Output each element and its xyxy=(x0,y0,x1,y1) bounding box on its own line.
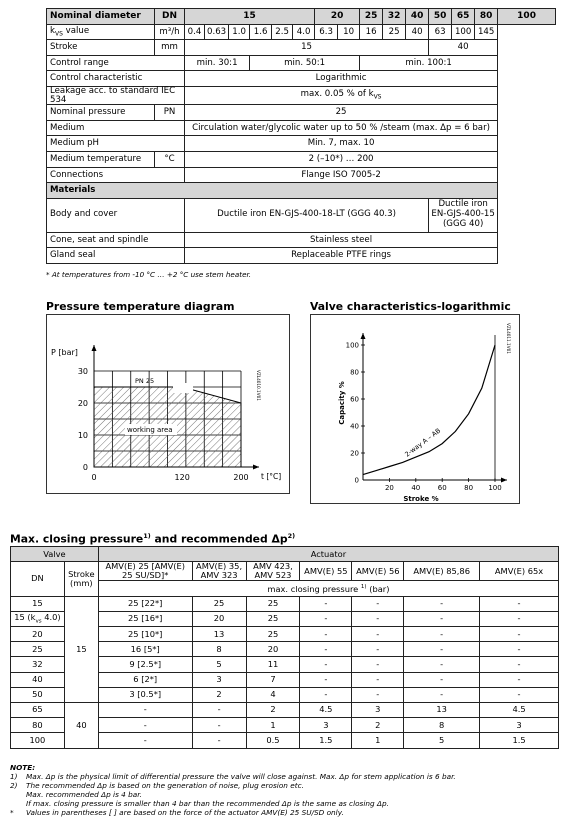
notes-title: NOTE: xyxy=(10,763,36,772)
leakage-value: max. 0.05 % of $k_{VS}$ xyxy=(185,86,498,104)
body-cover-value-2: Ductile iron EN-GJS-400-15 (GGG 40) xyxy=(429,198,498,232)
control-characteristic-row xyxy=(47,71,556,87)
closing-pressure-title: Max. closing pressure$^{1)}$ and recommended $\Delta p^{2)}$ xyxy=(10,532,296,546)
dn-value: 32 xyxy=(383,9,406,25)
pressure-cell: - xyxy=(300,627,352,642)
actuator-column-header: AMV(E) 65x xyxy=(480,562,559,581)
diagram-code: VZL4010.1V01 xyxy=(256,370,261,401)
pressure-cell: 1.5 xyxy=(300,733,352,748)
dn-cell: 25 xyxy=(11,642,65,657)
pressure-cell: 11 xyxy=(246,657,300,672)
pressure-axis-label: P [bar] xyxy=(51,348,78,357)
note-text: If max. closing pressure is smaller than 4 bar than the recommended Δp is the same as closing Δp. xyxy=(26,799,389,809)
y-tick-label: 20 xyxy=(350,449,359,458)
pressure-cell: 3 xyxy=(352,702,404,717)
dn-cell: 100 xyxy=(11,733,65,748)
pressure-cell: - xyxy=(300,672,352,687)
medium-value: Circulation water/glycolic water up to 50 % /steam (max. Δp = 6 bar) xyxy=(185,120,498,136)
pressure-cell: - xyxy=(300,596,352,611)
capacity-axes xyxy=(361,333,508,483)
table-row xyxy=(11,702,559,717)
stroke-cell: 15 xyxy=(64,596,98,702)
pressure-cell: 25 xyxy=(192,596,246,611)
pressure-cell: 2 xyxy=(352,718,404,733)
x-tick-label: 80 xyxy=(464,484,474,492)
kvs-label: $k_{VS}$ value xyxy=(47,24,155,40)
pressure-cell: - xyxy=(300,642,352,657)
dn-value: 100 xyxy=(498,9,556,25)
pressure-cell: - xyxy=(352,627,404,642)
dn-value: 40 xyxy=(406,9,429,25)
temperature-footnote: * At temperatures from -10 °C … +2 °C use stem heater. xyxy=(46,270,252,279)
kvs-value: 6.3 xyxy=(315,24,338,40)
pressure-cell: 25 [22*] xyxy=(98,596,192,611)
pressure-cell: - xyxy=(192,733,246,748)
pressure-cell: 20 xyxy=(192,611,246,626)
note-item xyxy=(10,781,560,790)
control-range-2: min. 50:1 xyxy=(250,55,360,71)
pressure-cell: 0.5 xyxy=(246,733,300,748)
nominal-pressure-row xyxy=(47,105,556,121)
dn-cell: 15 ($k_{vs}$ 4.0) xyxy=(11,611,65,626)
kvs-value: 4.0 xyxy=(293,24,315,40)
pressure-cell: - xyxy=(480,642,559,657)
stroke-cell: 40 xyxy=(64,702,98,748)
kvs-value: 145 xyxy=(475,24,498,40)
pressure-cell: 8 xyxy=(404,718,480,733)
y-axis-arrow xyxy=(361,333,366,339)
pressure-cell: 20 xyxy=(246,642,300,657)
group-header-row xyxy=(11,547,559,562)
pressure-cell: - xyxy=(352,642,404,657)
pressure-cell: 4.5 xyxy=(480,702,559,717)
pressure-cell: - xyxy=(300,657,352,672)
unit-header: max. closing pressure $^{1)}$ (bar) xyxy=(98,581,558,596)
note-marker: 2) xyxy=(10,781,18,791)
note-text: Max. Δp is the physical limit of differential pressure the valve will close against. Max. Δp for stem application is 6 bar. xyxy=(26,772,456,782)
dn-cell: 20 xyxy=(11,627,65,642)
kvs-value: 16 xyxy=(360,24,383,40)
actuator-column-header: AMV(E) 35, AMV 323 xyxy=(192,562,246,581)
column-header-row xyxy=(11,562,559,581)
cone-label: Cone, seat and spindle xyxy=(47,232,185,248)
actuator-column-header: AMV(E) 25 [AMV(E) 25 SU/SD]* xyxy=(98,562,192,581)
control-characteristic-value: Logarithmic xyxy=(185,71,498,87)
logarithmic-curve xyxy=(363,345,495,475)
dn-cell: 65 xyxy=(11,702,65,717)
dn-value: 80 xyxy=(475,9,498,25)
dn-cell: 40 xyxy=(11,672,65,687)
pressure-cell: 8 xyxy=(192,642,246,657)
control-characteristic-label: Control characteristic xyxy=(47,71,185,87)
gland-label: Gland seal xyxy=(47,248,185,264)
pressure-cell: - xyxy=(480,627,559,642)
pressure-cell: 25 xyxy=(246,596,300,611)
x-tick-label: 100 xyxy=(488,484,502,492)
nominal-pressure-label: Nominal pressure xyxy=(47,105,155,121)
kvs-value: 0.63 xyxy=(205,24,229,40)
pn-label-bg xyxy=(173,383,193,393)
kvs-value: 63 xyxy=(429,24,452,40)
dn-cell: 15 xyxy=(11,596,65,611)
pressure-temperature-svg xyxy=(47,315,291,495)
y-tick-label: 30 xyxy=(77,367,88,376)
medium-temperature-unit: °C xyxy=(155,151,185,167)
note-text: Values in parentheses [ ] are based on the force of the actuator AMV(E) 25 SU/SD only. xyxy=(26,808,344,818)
curve-label: 2-way A – AB xyxy=(403,426,443,459)
pressure-cell: 25 [16*] xyxy=(98,611,192,626)
actuator-column-header: AMV 423, AMV 523 xyxy=(246,562,300,581)
dn-cell: 80 xyxy=(11,718,65,733)
pressure-cell: - xyxy=(480,657,559,672)
kvs-value: 1.0 xyxy=(229,24,250,40)
control-range-row xyxy=(47,55,556,71)
connections-value: Flange ISO 7005-2 xyxy=(185,167,498,183)
dn-value: 50 xyxy=(429,9,452,25)
valve-characteristics-title: Valve characteristics-logarithmic xyxy=(310,300,511,313)
pressure-temperature-diagram xyxy=(46,314,290,494)
pressure-cell: - xyxy=(98,733,192,748)
note-marker: 1) xyxy=(10,772,18,782)
connections-label: Connections xyxy=(47,167,185,183)
pressure-cell: 2 xyxy=(192,687,246,702)
note-marker xyxy=(10,799,26,808)
dn-cell: 32 xyxy=(11,657,65,672)
pressure-cell: 3 xyxy=(300,718,352,733)
pressure-cell: - xyxy=(404,596,480,611)
y-tick-label: 80 xyxy=(350,368,359,377)
pressure-cell: - xyxy=(480,687,559,702)
y-tick-label: 100 xyxy=(345,341,359,350)
leakage-label: Leakage acc. to standard IEC 534 xyxy=(47,86,185,104)
stroke-row xyxy=(47,40,556,56)
pressure-cell: - xyxy=(404,611,480,626)
pressure-cell: 2 xyxy=(246,702,300,717)
specification-table xyxy=(46,8,556,264)
notes-section xyxy=(10,763,560,818)
dn-value: 25 xyxy=(360,9,383,25)
actuator-column-header: AMV(E) 55 xyxy=(300,562,352,581)
pressure-cell: 3 xyxy=(480,718,559,733)
dn-unit: DN xyxy=(155,9,185,25)
note-text: Max. recommended Δp is 4 bar. xyxy=(26,790,142,800)
dn-header: DN xyxy=(11,562,65,596)
pn-label: PN 25 xyxy=(135,377,155,385)
x-tick-label: 0 xyxy=(91,473,97,482)
pressure-cell: - xyxy=(480,611,559,626)
kvs-value: 25 xyxy=(383,24,406,40)
x-tick-label: 60 xyxy=(437,484,447,492)
kvs-value: 10 xyxy=(338,24,360,40)
diagram-code: VZL4011.1V01 xyxy=(506,323,511,354)
stroke-15: 15 xyxy=(185,40,429,56)
pressure-cell: - xyxy=(352,611,404,626)
nominal-pressure-unit: PN xyxy=(155,105,185,121)
nominal-diameter-label: Nominal diameter xyxy=(47,9,155,25)
connections-row xyxy=(47,167,556,183)
valve-characteristics-svg xyxy=(311,315,521,505)
medium-temperature-row xyxy=(47,151,556,167)
pressure-cell: - xyxy=(404,672,480,687)
pressure-cell: - xyxy=(98,702,192,717)
stroke-axis-label: Stroke % xyxy=(403,495,439,503)
working-area-label: working area xyxy=(127,426,173,434)
nominal-diameter-row xyxy=(47,9,556,25)
pressure-cell: 5 xyxy=(404,733,480,748)
control-range-3: min. 100:1 xyxy=(360,55,498,71)
capacity-axis-label: Capacity % xyxy=(338,381,346,425)
kvs-value: 100 xyxy=(452,24,475,40)
nominal-pressure-value: 25 xyxy=(185,105,498,121)
stroke-label: Stroke xyxy=(47,40,155,56)
medium-ph-value: Min. 7, max. 10 xyxy=(185,136,498,152)
note-text: The recommended Δp is based on the generation of noise, plug erosion etc. xyxy=(26,781,304,791)
cone-row xyxy=(47,232,556,248)
pressure-cell: 1 xyxy=(352,733,404,748)
control-range-label: Control range xyxy=(47,55,185,71)
pressure-cell: 6 [2*] xyxy=(98,672,192,687)
pressure-cell: 7 xyxy=(246,672,300,687)
actuator-header: Actuator xyxy=(98,547,558,562)
note-item xyxy=(10,799,560,808)
pressure-cell: - xyxy=(192,718,246,733)
x-tick-label: 120 xyxy=(174,473,190,482)
note-item xyxy=(10,790,560,799)
stroke-header: Stroke (mm) xyxy=(64,562,98,596)
stroke-unit: mm xyxy=(155,40,185,56)
pressure-cell: - xyxy=(404,627,480,642)
pressure-cell: 16 [5*] xyxy=(98,642,192,657)
medium-temperature-label: Medium temperature xyxy=(47,151,155,167)
pressure-cell: 13 xyxy=(192,627,246,642)
pressure-temperature-title: Pressure temperature diagram xyxy=(46,300,235,313)
leakage-row xyxy=(47,86,556,104)
pressure-cell: 13 xyxy=(404,702,480,717)
pressure-cell: - xyxy=(480,596,559,611)
pressure-cell: - xyxy=(404,657,480,672)
pressure-cell: 3 xyxy=(192,672,246,687)
closing-pressure-table xyxy=(10,546,559,749)
dn-value: 65 xyxy=(452,9,475,25)
pressure-cell: 4 xyxy=(246,687,300,702)
pressure-cell: 5 xyxy=(192,657,246,672)
pressure-cell: 4.5 xyxy=(300,702,352,717)
kvs-value: 40 xyxy=(406,24,429,40)
materials-heading: Materials xyxy=(47,183,498,199)
body-cover-row xyxy=(47,198,556,232)
kvs-value: 1.6 xyxy=(250,24,272,40)
stroke-40: 40 xyxy=(429,40,498,56)
pressure-cell: - xyxy=(352,687,404,702)
pressure-cell: - xyxy=(404,687,480,702)
actuator-column-header: AMV(E) 56 xyxy=(352,562,404,581)
x-axis-arrow xyxy=(253,465,259,470)
pressure-cell: 1 xyxy=(246,718,300,733)
note-marker xyxy=(10,790,26,799)
medium-row xyxy=(47,120,556,136)
valve-header: Valve xyxy=(11,547,99,562)
body-cover-value: Ductile iron EN-GJS-400-18-LT (GGG 40.3) xyxy=(185,198,429,232)
y-tick-label: 0 xyxy=(82,463,88,472)
pressure-cell: 25 xyxy=(246,611,300,626)
table-row xyxy=(11,596,559,611)
x-tick-label: 200 xyxy=(233,473,249,482)
medium-ph-row xyxy=(47,136,556,152)
pressure-cell: - xyxy=(352,596,404,611)
pressure-cell: - xyxy=(192,702,246,717)
pressure-cell: - xyxy=(352,657,404,672)
medium-label: Medium xyxy=(47,120,185,136)
x-tick-label: 40 xyxy=(411,484,421,492)
pressure-cell: - xyxy=(300,611,352,626)
y-tick-label: 20 xyxy=(77,399,88,408)
temperature-axis-label: t [°C] xyxy=(261,472,282,481)
pressure-cell: 3 [0.5*] xyxy=(98,687,192,702)
control-range-1: min. 30:1 xyxy=(185,55,250,71)
valve-characteristics-diagram xyxy=(310,314,520,504)
x-axis-arrow xyxy=(501,478,507,483)
pressure-cell: 1.5 xyxy=(480,733,559,748)
kvs-value: 0.4 xyxy=(185,24,205,40)
x-tick-label: 20 xyxy=(384,484,394,492)
pressure-cell: - xyxy=(352,672,404,687)
kvs-unit: m³/h xyxy=(155,24,185,40)
y-tick-label: 10 xyxy=(77,431,88,440)
pressure-cell: - xyxy=(98,718,192,733)
medium-ph-label: Medium pH xyxy=(47,136,185,152)
medium-temperature-value: 2 (–10*) … 200 xyxy=(185,151,498,167)
note-item xyxy=(10,772,560,781)
actuator-column-header: AMV(E) 85,86 xyxy=(404,562,480,581)
dn-cell: 50 xyxy=(11,687,65,702)
materials-row xyxy=(47,183,556,199)
dn-value: 20 xyxy=(315,9,360,25)
y-tick-label: 40 xyxy=(350,422,359,431)
pressure-cell: 25 xyxy=(246,627,300,642)
note-item xyxy=(10,808,560,817)
cone-value: Stainless steel xyxy=(185,232,498,248)
kvs-value: 2.5 xyxy=(272,24,293,40)
gland-value: Replaceable PTFE rings xyxy=(185,248,498,264)
body-cover-label: Body and cover xyxy=(47,198,185,232)
pressure-cell: - xyxy=(404,642,480,657)
y-tick-label: 0 xyxy=(354,476,359,485)
pressure-cell: - xyxy=(300,687,352,702)
y-tick-label: 60 xyxy=(350,395,359,404)
pressure-cell: - xyxy=(480,672,559,687)
kvs-row xyxy=(47,24,556,40)
pressure-cell: 9 [2.5*] xyxy=(98,657,192,672)
note-marker: * xyxy=(10,808,14,818)
dn-value: 15 xyxy=(185,9,315,25)
y-axis-arrow xyxy=(92,345,97,351)
gland-row xyxy=(47,248,556,264)
pressure-cell: 25 [10*] xyxy=(98,627,192,642)
